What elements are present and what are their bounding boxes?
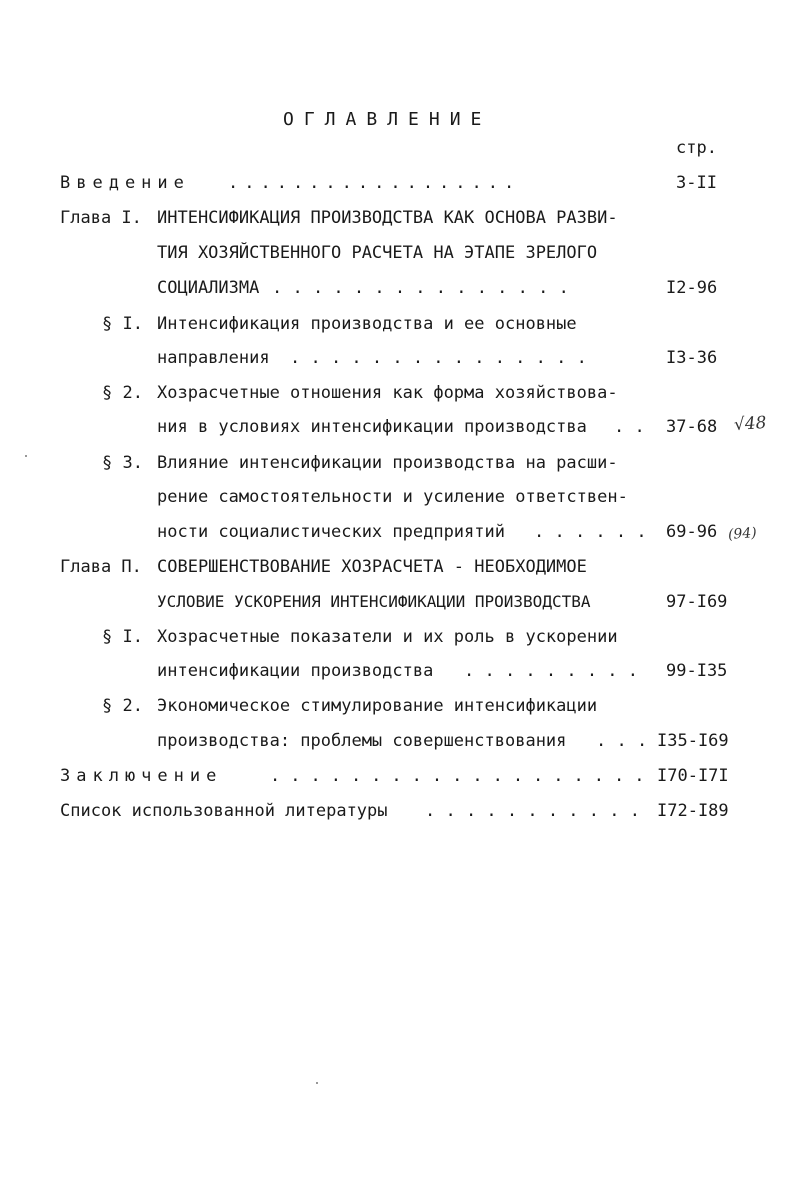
toc-entry-prefix: § 3. <box>102 453 143 473</box>
toc-entry-prefix: Список использованной литературы <box>60 801 388 821</box>
toc-entry-prefix: § I. <box>102 314 143 334</box>
toc-entry-title-line: Экономическое стимулирование интенсификации <box>157 696 598 716</box>
toc-page-number: 97-I69 <box>666 592 728 612</box>
toc-entry-title-line: УСЛОВИЕ УСКОРЕНИЯ ИНТЕНСИФИКАЦИИ ПРОИЗВОДСТВА <box>157 592 591 611</box>
toc-leader-dots: . . . . . . . . . . . . . . . <box>290 348 587 368</box>
toc-page-number: 37-68 <box>666 417 718 437</box>
toc-page-number: 69-96 <box>666 522 718 542</box>
scan-speck <box>316 1082 318 1084</box>
toc-page-number: I70-I7I <box>657 766 729 786</box>
page-title: ОГЛАВЛЕНИЕ <box>283 109 492 130</box>
scan-speck <box>25 455 27 457</box>
toc-entry-title-line: СОЦИАЛИЗМА <box>157 278 260 298</box>
toc-leader-dots: .................. <box>228 173 521 193</box>
toc-leader-dots: ................... <box>270 766 655 786</box>
toc-entry-title-line: Влияние интенсификации производства на расши- <box>157 453 618 473</box>
toc-entry-title-line: ИНТЕНСИФИКАЦИЯ ПРОИЗВОДСТВА КАК ОСНОВА РАЗВИ- <box>157 208 618 228</box>
toc-entry-prefix: § 2. <box>102 383 143 403</box>
toc-leader-dots: . . . <box>596 731 648 751</box>
toc-entry-title-line: СОВЕРШЕНСТВОВАНИЕ ХОЗРАСЧЕТА - НЕОБХОДИМОЕ <box>157 557 587 577</box>
handwritten-note: √48 <box>733 412 768 436</box>
toc-leader-dots: . . . . . . . . . . . <box>425 801 640 821</box>
toc-page-number: I72-I89 <box>657 801 729 821</box>
toc-entry-prefix: § I. <box>102 627 143 647</box>
toc-entry-title-line: ния в условиях интенсификации производства <box>157 417 587 437</box>
toc-leader-dots: . . . . . . <box>534 522 647 542</box>
toc-entry-prefix: § 2. <box>102 696 143 716</box>
toc-page-number: I35-I69 <box>657 731 729 751</box>
handwritten-note: (94) <box>727 525 758 543</box>
toc-entry-title-line: направления <box>157 348 270 368</box>
page-column-header: стр. <box>676 138 717 158</box>
toc-entry-title-line: Интенсификация производства и ее основные <box>157 314 577 334</box>
toc-entry-prefix: Глава П. <box>60 557 142 577</box>
toc-leader-dots: . . . . . . . . . <box>464 661 638 681</box>
toc-entry-prefix: Введение <box>60 173 190 193</box>
toc-entry-prefix: Заключение <box>60 766 223 786</box>
toc-page-number: I3-36 <box>666 348 718 368</box>
toc-entry-title-line: рение самостоятельности и усиление ответствен- <box>157 487 628 507</box>
toc-entry-title-line: ности социалистических предприятий <box>157 522 505 542</box>
toc-entry-title-line: ТИЯ ХОЗЯЙСТВЕННОГО РАСЧЕТА НА ЭТАПЕ ЗРЕЛОГО <box>157 243 598 263</box>
toc-entry-title-line: производства: проблемы совершенствования <box>157 731 567 751</box>
toc-entry-prefix: Глава I. <box>60 208 142 228</box>
toc-leader-dots: . . . . . . . . . . . . . . . <box>272 278 569 298</box>
toc-page-number: 3-II <box>676 173 717 193</box>
toc-leader-dots: . . <box>614 417 645 437</box>
toc-entry-title-line: Хозрасчетные отношения как форма хозяйствова- <box>157 383 618 403</box>
toc-page-number: 99-I35 <box>666 661 728 681</box>
toc-page-number: I2-96 <box>666 278 718 298</box>
toc-entry-title-line: интенсификации производства <box>157 661 434 681</box>
toc-entry-title-line: Хозрасчетные показатели и их роль в ускорении <box>157 627 618 647</box>
